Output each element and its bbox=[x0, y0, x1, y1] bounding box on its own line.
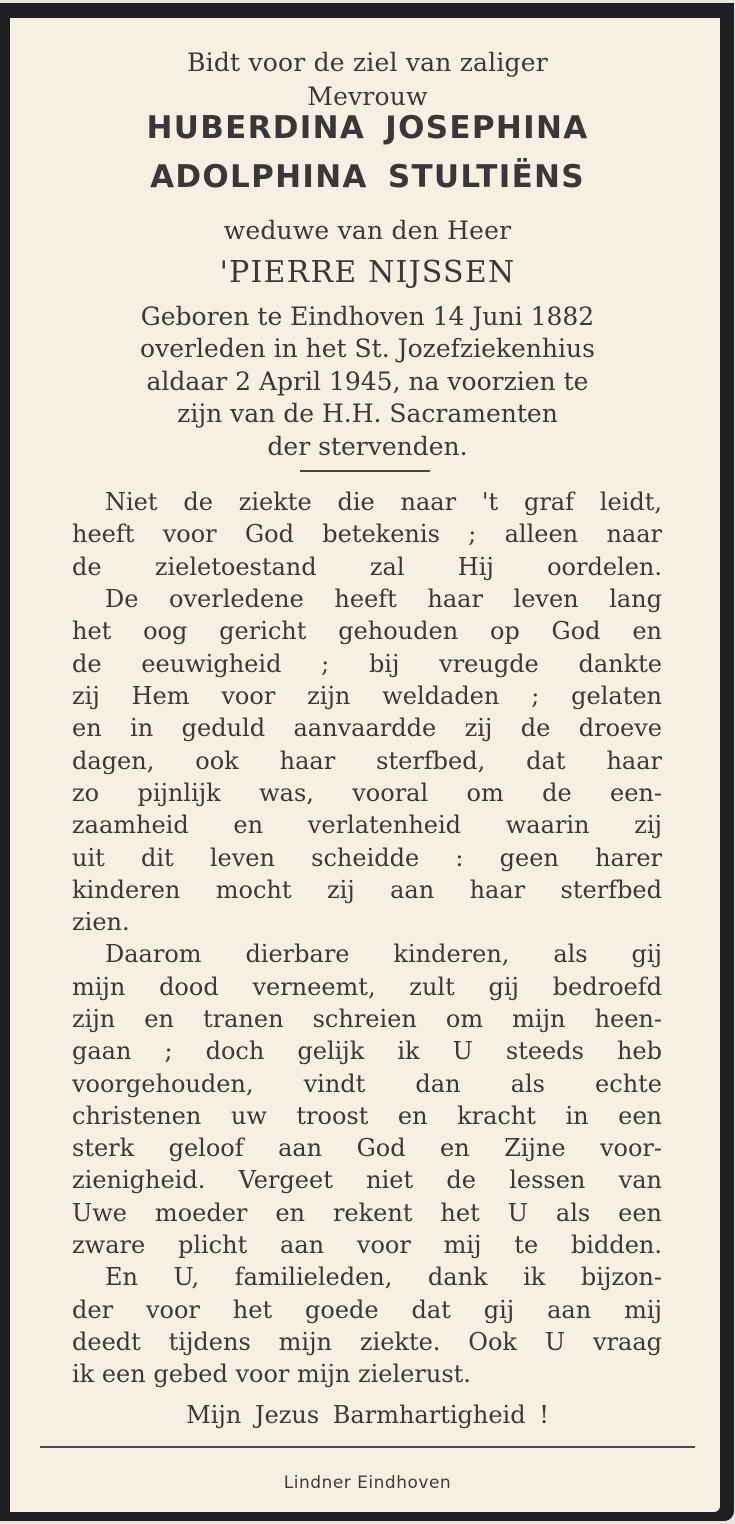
body-line: gaan ; doch gelijk ik U steeds heb bbox=[72, 1037, 662, 1065]
body-line: ik een gebed voor mijn zielerust. bbox=[72, 1360, 471, 1388]
deceased-name-line-2: ADOLPHINA STULTIËNS bbox=[150, 159, 585, 195]
body-line: mijn dood verneemt, zult gij bedroefd bbox=[72, 973, 662, 1001]
footer-divider bbox=[40, 1446, 695, 1448]
body-line: der voor het goede dat gij aan mij bbox=[72, 1296, 662, 1324]
body-line: de zieletoestand zal Hij oordelen. bbox=[72, 553, 662, 581]
closing-prayer: Mijn Jezus Barmhartigheid ! bbox=[186, 1401, 549, 1429]
relation-line: weduwe van den Heer bbox=[223, 216, 512, 245]
body-line: heeft voor God betekenis ; alleen naar bbox=[72, 520, 662, 548]
husband-name: 'PIERRE NIJSSEN bbox=[219, 255, 516, 290]
detail-line: overleden in het St. Jozefziekenhius bbox=[140, 334, 595, 363]
body-line: en in geduld aanvaardde zij de droeve bbox=[72, 714, 662, 742]
body-line: dagen, ook haar sterfbed, dat haar bbox=[72, 747, 662, 775]
body-line: sterk geloof aan God en Zijne voor- bbox=[72, 1134, 662, 1162]
title-line: Mevrouw bbox=[307, 82, 428, 111]
body-line: zij Hem voor zijn weldaden ; gelaten bbox=[72, 682, 662, 710]
body-line: kinderen mocht zij aan haar sterfbed bbox=[72, 876, 662, 904]
detail-line: aldaar 2 April 1945, na voorzien te bbox=[146, 367, 589, 396]
section-divider bbox=[300, 470, 430, 472]
body-line: Niet de ziekte die naar 't graf leidt, bbox=[105, 488, 662, 516]
body-line: uit dit leven scheidde : geen harer bbox=[72, 844, 662, 872]
body-line: zien. bbox=[72, 908, 130, 936]
detail-line: Geboren te Eindhoven 14 Juni 1882 bbox=[140, 302, 595, 331]
body-line: Daarom dierbare kinderen, als gij bbox=[105, 940, 662, 968]
body-line: De overledene heeft haar leven lang bbox=[105, 585, 662, 613]
printer-credit: Lindner Eindhoven bbox=[283, 1473, 452, 1493]
detail-line: der stervenden. bbox=[267, 432, 468, 461]
body-line: zienigheid. Vergeet niet de lessen van bbox=[72, 1166, 662, 1194]
body-line: de eeuwigheid ; bij vreugde dankte bbox=[72, 650, 662, 678]
body-line: het oog gericht gehouden op God en bbox=[72, 617, 662, 645]
body-line: zo pijnlijk was, vooral om de een- bbox=[72, 779, 662, 807]
body-line: zware plicht aan voor mij te bidden. bbox=[72, 1231, 662, 1259]
body-line: En U, familieleden, dank ik bijzon- bbox=[105, 1263, 662, 1291]
intro-line: Bidt voor de ziel van zaliger bbox=[187, 48, 548, 77]
detail-line: zijn van de H.H. Sacramenten bbox=[177, 399, 558, 428]
body-line: deedt tijdens mijn ziekte. Ook U vraag bbox=[72, 1328, 662, 1356]
deceased-name-line-1: HUBERDINA JOSEPHINA bbox=[146, 110, 589, 146]
body-line: christenen uw troost en kracht in een bbox=[72, 1102, 662, 1130]
body-line: voorgehouden, vindt dan als echte bbox=[72, 1070, 662, 1098]
body-line: zaamheid en verlatenheid waarin zij bbox=[72, 811, 662, 839]
body-line: zijn en tranen schreien om mijn heen- bbox=[72, 1005, 662, 1033]
body-line: Uwe moeder en rekent het U als een bbox=[72, 1199, 662, 1227]
